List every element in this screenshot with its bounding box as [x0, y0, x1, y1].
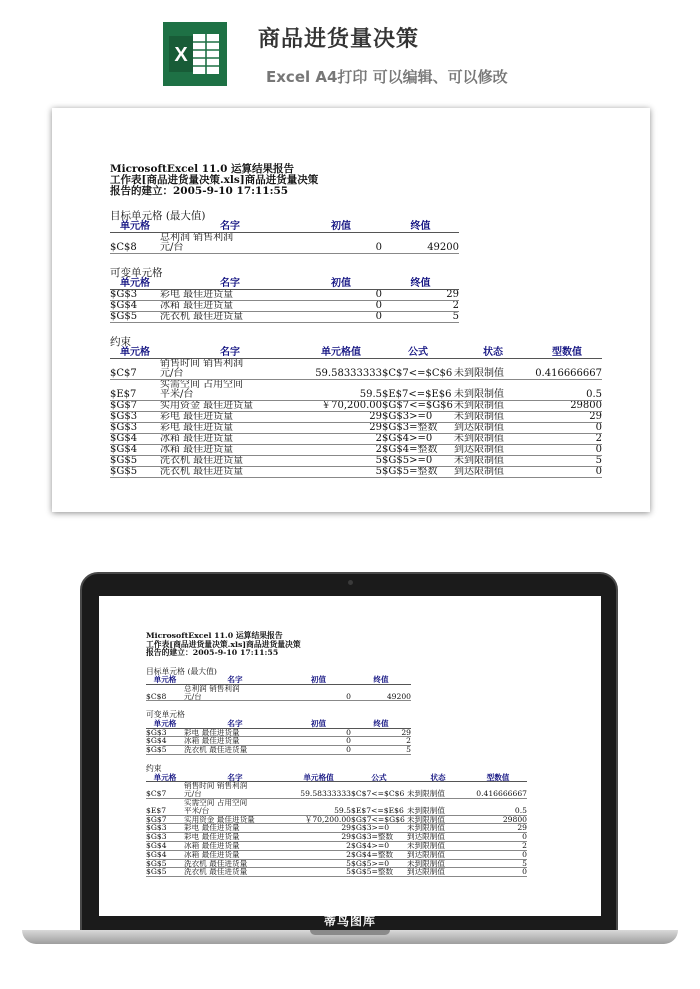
- slack-value: 29800: [532, 401, 602, 412]
- slack-value: 0: [532, 423, 602, 434]
- cell-ref: $G$4: [146, 841, 184, 850]
- cell-name-line-1: 销售时间 销售利润: [160, 358, 244, 369]
- constraint-status: 未到限制值: [454, 401, 532, 412]
- objective-table: [110, 222, 459, 254]
- cell-value: 29: [286, 833, 351, 842]
- cell-name: [160, 467, 300, 478]
- slack-value: 5: [532, 456, 602, 467]
- column-header: 型数值: [532, 348, 602, 359]
- column-header: 名字: [160, 222, 300, 233]
- column-header: 名字: [184, 774, 286, 782]
- table-row: [146, 684, 411, 701]
- report-line-2: 工作表[商品进货量决策.xls]商品进货量决策: [110, 174, 319, 186]
- cell-name: [184, 859, 286, 868]
- cell-name-line-1: 洗衣机 最佳进货量: [160, 455, 244, 466]
- table-row: [146, 798, 527, 815]
- constraint-status: 未到限制值: [407, 782, 469, 799]
- constraints-table: [146, 774, 527, 878]
- cell-name-line-1: 冰箱 最佳进货量: [160, 433, 234, 444]
- column-header: 公式: [382, 348, 454, 359]
- final-value: 49200: [351, 684, 411, 701]
- cell-name: 洗衣机 最佳进货量: [184, 746, 286, 755]
- initial-value: 0: [286, 684, 351, 701]
- cell-value: ￥70,200.00: [286, 815, 351, 824]
- cell-ref: $G$3: [110, 412, 160, 423]
- column-header: 单元格: [110, 222, 160, 233]
- final-value: 5: [351, 746, 411, 755]
- report-line-3: 报告的建立：2005-9-10 17:11:55: [146, 648, 279, 657]
- cell-name-line-2: 平米/台: [184, 805, 210, 815]
- column-header: 单元格: [146, 676, 184, 684]
- constraint-formula: $G$7<=$G$6: [382, 400, 453, 411]
- constraint-formula: $C$7<=$C$6: [351, 782, 407, 799]
- cell-ref: $G$7: [110, 401, 160, 412]
- cell-name-line-1: 总利润 销售利润: [184, 684, 240, 693]
- cell-ref: $G$5: [146, 859, 184, 868]
- report-line-1: MicrosoftExcel 11.0 运算结果报告: [110, 163, 295, 175]
- cell-value: 29: [300, 412, 382, 423]
- constraint-status: 未到限制值: [454, 434, 532, 445]
- table-header-row: [146, 774, 527, 782]
- variables-section-title: 可变单元格: [110, 267, 163, 279]
- column-header: 单元格值: [286, 774, 351, 782]
- column-header: 单元格: [146, 774, 184, 782]
- initial-value: 0: [286, 746, 351, 755]
- cell-name-line-1: 彩电 最佳进货量: [184, 832, 240, 842]
- report-line-3: 报告的建立：2005-9-10 17:11:55: [110, 185, 289, 197]
- cell-ref: $G$4: [146, 850, 184, 859]
- constraint-formula: $G$4>=0: [382, 434, 454, 445]
- slack-value: 0.5: [469, 798, 527, 815]
- table-header-row: [110, 279, 459, 290]
- constraint-status: 到达限制值: [454, 467, 532, 478]
- slack-value: 0.416666667: [469, 782, 527, 799]
- constraints-section-title: 约束: [110, 336, 131, 348]
- cell-name-line-2: 元/台: [160, 242, 184, 253]
- slack-value: 29: [532, 412, 602, 423]
- variables-table: [146, 720, 411, 755]
- cell-name: [184, 850, 286, 859]
- cell-value: 2: [286, 850, 351, 859]
- table-row: [110, 412, 602, 423]
- constraint-status: 未到限制值: [454, 456, 532, 467]
- laptop-notch: [310, 930, 390, 935]
- cell-name: 彩电 最佳进货量: [160, 290, 300, 301]
- constraint-formula: $G$4=整数: [382, 445, 454, 456]
- cell-name-line-1: 实用资金 最佳进货量: [184, 815, 255, 824]
- column-header: 单元格值: [300, 348, 382, 359]
- constraints-table: [110, 348, 602, 478]
- objective-table: [146, 676, 411, 701]
- column-header: 型数值: [469, 774, 527, 782]
- constraint-status: 到达限制值: [454, 445, 532, 456]
- column-header: 名字: [160, 348, 300, 359]
- initial-value: 0: [300, 312, 382, 323]
- table-row: [146, 728, 411, 737]
- table-row: [146, 850, 527, 859]
- final-value: 2: [351, 737, 411, 746]
- cell-name: [160, 233, 300, 254]
- final-value: 49200: [382, 233, 459, 254]
- table-row: [110, 401, 602, 412]
- table-row: [146, 841, 527, 850]
- column-header: 初值: [286, 720, 351, 728]
- cell-ref: $G$5: [110, 312, 160, 323]
- constraint-status: 到达限制值: [407, 833, 469, 842]
- camera-icon: [348, 580, 353, 585]
- table-header-row: [146, 720, 411, 728]
- initial-value: 0: [286, 737, 351, 746]
- cell-ref: $C$8: [110, 233, 160, 254]
- cell-value: 59.5: [300, 380, 382, 401]
- cell-ref: $G$3: [146, 728, 184, 737]
- objective-section-title: 目标单元格 (最大值): [110, 210, 206, 222]
- cell-value: 5: [300, 467, 382, 478]
- table-row: [146, 868, 527, 877]
- column-header: 名字: [184, 676, 286, 684]
- table-row: [146, 824, 527, 833]
- cell-name-line-2: 元/台: [184, 691, 202, 701]
- cell-ref: $C$8: [146, 684, 184, 701]
- cell-name: [160, 380, 300, 401]
- constraint-formula: $G$5>=0: [382, 456, 454, 467]
- constraint-status: 未到限制值: [407, 859, 469, 868]
- cell-ref: $G$7: [146, 815, 184, 824]
- initial-value: 0: [300, 290, 382, 301]
- column-header: 状态: [407, 774, 469, 782]
- slack-value: 0: [532, 445, 602, 456]
- constraint-status: 未到限制值: [407, 815, 469, 824]
- cell-name: [184, 841, 286, 850]
- cell-name-line-2: 元/台: [184, 789, 202, 799]
- cell-ref: $G$3: [110, 290, 160, 301]
- slack-value: 0: [532, 467, 602, 478]
- cell-name-line-1: 冰箱 最佳进货量: [160, 444, 234, 455]
- column-header: 名字: [160, 279, 300, 290]
- final-value: 29: [351, 728, 411, 737]
- page-header: [0, 0, 700, 100]
- constraint-formula: $G$4=整数: [351, 850, 407, 859]
- report-line-1: MicrosoftExcel 11.0 运算结果报告: [146, 631, 283, 640]
- column-header: 公式: [351, 774, 407, 782]
- cell-value: 59.5: [286, 798, 351, 815]
- constraint-formula: $G$5=整数: [382, 467, 454, 478]
- initial-value: 0: [300, 233, 382, 254]
- variables-section-title: 可变单元格: [146, 710, 185, 720]
- column-header: 单元格: [110, 279, 160, 290]
- column-header: 终值: [382, 222, 459, 233]
- column-header: 单元格: [146, 720, 184, 728]
- cell-value: 5: [286, 859, 351, 868]
- excel-icon: [163, 22, 227, 86]
- variables-table: [110, 279, 459, 323]
- column-header: 终值: [351, 676, 411, 684]
- constraint-formula: $G$5=整数: [351, 868, 407, 877]
- constraint-formula: $G$3=整数: [382, 423, 454, 434]
- report-line-2: 工作表[商品进货量决策.xls]商品进货量决策: [146, 639, 301, 649]
- cell-name: [184, 824, 286, 833]
- laptop-screen: [99, 596, 601, 916]
- slack-value: 0.5: [532, 380, 602, 401]
- cell-value: 2: [300, 434, 382, 445]
- cell-name-line-1: 实用资金 最佳进货量: [160, 400, 254, 411]
- cell-name: [160, 359, 300, 380]
- constraint-formula: $E$7<=$E$6: [351, 798, 407, 815]
- cell-ref: $C$7: [146, 782, 184, 799]
- constraint-status: 到达限制值: [407, 850, 469, 859]
- cell-name: [160, 412, 300, 423]
- table-row: [110, 445, 602, 456]
- table-row: [146, 859, 527, 868]
- report-header: [146, 632, 527, 658]
- cell-ref: $E$7: [110, 380, 160, 401]
- constraint-formula: $G$3=整数: [351, 833, 407, 842]
- table-header-row: [146, 676, 411, 684]
- cell-name: [184, 684, 286, 701]
- cell-ref: $E$7: [146, 798, 184, 815]
- table-row: [110, 290, 459, 301]
- report-header: [110, 164, 602, 197]
- constraint-status: 未到限制值: [454, 359, 532, 380]
- table-row: [110, 423, 602, 434]
- constraint-formula: $G$7<=$G$6: [351, 815, 407, 824]
- constraint-status: 到达限制值: [454, 423, 532, 434]
- table-row: [110, 456, 602, 467]
- cell-ref: $G$5: [110, 467, 160, 478]
- cell-name-line-1: 冰箱 最佳进货量: [184, 841, 240, 850]
- cell-name-line-2: 平米/台: [160, 389, 194, 400]
- cell-name: [184, 782, 286, 799]
- watermark: 蒂鸟图库: [323, 914, 376, 928]
- constraint-status: 未到限制值: [454, 380, 532, 401]
- column-header: 单元格: [110, 348, 160, 359]
- cell-ref: $G$3: [146, 824, 184, 833]
- page-title: 商品进货量决策: [258, 27, 420, 52]
- constraint-formula: $G$3>=0: [351, 824, 407, 833]
- constraint-status: 未到限制值: [407, 798, 469, 815]
- cell-name: [160, 456, 300, 467]
- table-row: [110, 233, 459, 254]
- cell-name: 冰箱 最佳进货量: [184, 737, 286, 746]
- cell-name-line-1: 洗衣机 最佳进货量: [184, 859, 248, 868]
- final-value: 5: [382, 312, 459, 323]
- cell-name: [184, 868, 286, 877]
- cell-value: 5: [300, 456, 382, 467]
- cell-name-line-1: 彩电 最佳进货量: [160, 422, 234, 433]
- constraint-status: 未到限制值: [454, 412, 532, 423]
- table-row: [146, 833, 527, 842]
- cell-ref: $G$3: [110, 423, 160, 434]
- cell-value: 29: [286, 824, 351, 833]
- cell-name: [160, 423, 300, 434]
- constraint-status: 未到限制值: [407, 824, 469, 833]
- constraint-formula: $G$4>=0: [351, 841, 407, 850]
- cell-ref: $G$4: [110, 301, 160, 312]
- table-row: [110, 380, 602, 401]
- column-header: 终值: [382, 279, 459, 290]
- cell-name: [160, 434, 300, 445]
- cell-name-line-1: 总利润 销售利润: [160, 232, 234, 243]
- column-header: 初值: [300, 279, 382, 290]
- objective-section-title: 目标单元格 (最大值): [146, 666, 217, 676]
- constraint-status: 未到限制值: [407, 841, 469, 850]
- column-header: 名字: [184, 720, 286, 728]
- final-value: 29: [382, 290, 459, 301]
- cell-value: 5: [286, 868, 351, 877]
- cell-name: [184, 815, 286, 824]
- table-row: [110, 359, 602, 380]
- cell-value: 59.58333333: [300, 359, 382, 380]
- constraints-section-title: 约束: [146, 764, 162, 774]
- constraint-formula: $E$7<=$E$6: [382, 380, 454, 401]
- cell-name: 洗衣机 最佳进货量: [160, 312, 300, 323]
- slack-value: 0: [469, 833, 527, 842]
- cell-name: [160, 401, 300, 412]
- cell-name: [184, 798, 286, 815]
- final-value: 2: [382, 301, 459, 312]
- slack-value: 2: [532, 434, 602, 445]
- constraint-formula: $G$5>=0: [351, 859, 407, 868]
- table-row: [110, 312, 459, 323]
- cell-ref: $G$5: [110, 456, 160, 467]
- slack-value: 29800: [469, 815, 527, 824]
- slack-value: 0: [469, 868, 527, 877]
- column-header: 初值: [300, 222, 382, 233]
- table-row: [146, 782, 527, 799]
- slack-value: 0: [469, 850, 527, 859]
- table-row: [146, 737, 411, 746]
- cell-name-line-1: 实需空间 占用空间: [160, 379, 244, 390]
- table-row: [110, 434, 602, 445]
- table-header-row: [110, 222, 459, 233]
- column-header: 初值: [286, 676, 351, 684]
- slack-value: 2: [469, 841, 527, 850]
- cell-name-line-1: 彩电 最佳进货量: [160, 411, 234, 422]
- constraint-formula: $C$7<=$C$6: [382, 359, 454, 380]
- page-subtitle: Excel A4打印 可以编辑、可以修改: [266, 68, 508, 86]
- cell-value: 59.58333333: [286, 782, 351, 799]
- laptop-frame: [80, 572, 618, 937]
- slack-value: 5: [469, 859, 527, 868]
- cell-name-line-1: 实需空间 占用空间: [184, 798, 248, 807]
- column-header: 终值: [351, 720, 411, 728]
- solver-report: [110, 164, 602, 478]
- table-header-row: [110, 348, 602, 359]
- cell-ref: $G$3: [146, 833, 184, 842]
- constraint-status: 到达限制值: [407, 868, 469, 877]
- table-row: [110, 467, 602, 478]
- cell-name: [184, 833, 286, 842]
- cell-ref: $G$4: [146, 737, 184, 746]
- cell-name-line-1: 销售时间 销售利润: [184, 781, 248, 791]
- constraint-formula: $G$3>=0: [382, 412, 454, 423]
- excel-logo-letter: X: [174, 44, 188, 66]
- cell-name: 彩电 最佳进货量: [184, 728, 286, 737]
- initial-value: 0: [286, 728, 351, 737]
- cell-name: 冰箱 最佳进货量: [160, 301, 300, 312]
- initial-value: 0: [300, 301, 382, 312]
- column-header: 状态: [454, 348, 532, 359]
- cell-value: 2: [286, 841, 351, 850]
- cell-ref: $G$5: [146, 746, 184, 755]
- cell-ref: $G$5: [146, 868, 184, 877]
- cell-ref: $G$4: [110, 445, 160, 456]
- cell-name-line-1: 彩电 最佳进货量: [184, 823, 240, 833]
- cell-value: 2: [300, 445, 382, 456]
- cell-value: 29: [300, 423, 382, 434]
- cell-name-line-1: 冰箱 最佳进货量: [184, 850, 240, 859]
- cell-value: ￥70,200.00: [300, 401, 382, 412]
- table-row: [146, 815, 527, 824]
- solver-report: [146, 632, 527, 877]
- table-row: [146, 746, 411, 755]
- document-preview-card: [52, 108, 650, 512]
- cell-name-line-2: 元/台: [160, 368, 184, 379]
- cell-name-line-1: 洗衣机 最佳进货量: [160, 466, 244, 477]
- table-row: [110, 301, 459, 312]
- cell-ref: $C$7: [110, 359, 160, 380]
- cell-name-line-1: 洗衣机 最佳进货量: [184, 867, 248, 877]
- cell-name: [160, 445, 300, 456]
- slack-value: 0.416666667: [532, 359, 602, 380]
- slack-value: 29: [469, 824, 527, 833]
- cell-ref: $G$4: [110, 434, 160, 445]
